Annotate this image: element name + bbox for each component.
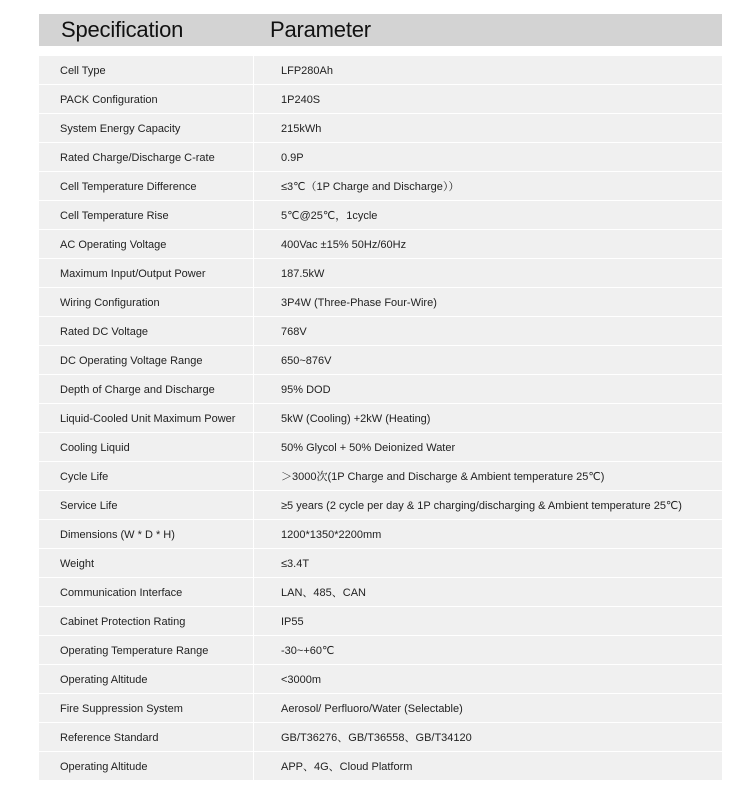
table-row <box>39 346 722 375</box>
header-specification: Specification <box>61 17 184 42</box>
column-divider <box>253 375 254 403</box>
table-row <box>39 85 722 114</box>
table-row <box>39 143 722 172</box>
column-divider <box>253 114 254 142</box>
column-divider <box>253 694 254 722</box>
table-row <box>39 201 722 230</box>
spec-label: Cell Type <box>60 65 106 77</box>
specification-table <box>39 14 722 781</box>
spec-label: Fire Suppression System <box>60 703 183 715</box>
column-divider <box>253 433 254 461</box>
table-header <box>39 14 722 48</box>
column-divider <box>253 462 254 490</box>
column-divider <box>253 520 254 548</box>
table-row <box>39 491 722 520</box>
spec-label: Cell Temperature Difference <box>60 181 197 193</box>
column-divider <box>253 143 254 171</box>
column-divider <box>253 549 254 577</box>
spec-label: PACK Configuration <box>60 94 158 106</box>
spec-label: System Energy Capacity <box>60 123 181 135</box>
spec-value: 650~876V <box>281 355 332 367</box>
column-divider <box>253 665 254 693</box>
spec-label: Depth of Charge and Discharge <box>60 384 215 396</box>
spec-label: Rated DC Voltage <box>60 326 149 338</box>
column-divider <box>253 346 254 374</box>
spec-label: Operating Altitude <box>60 761 148 773</box>
spec-value: 3P4W (Three-Phase Four-Wire) <box>281 297 437 309</box>
table-row <box>39 404 722 433</box>
spec-label: Operating Altitude <box>60 674 148 686</box>
spec-label: Cycle Life <box>60 471 109 483</box>
spec-label: Rated Charge/Discharge C-rate <box>60 152 215 164</box>
spec-label: Cabinet Protection Rating <box>60 616 186 628</box>
spec-value: 95% DOD <box>281 384 331 396</box>
column-divider <box>253 723 254 751</box>
spec-label: Maximum Input/Output Power <box>60 268 206 280</box>
column-divider <box>253 607 254 635</box>
spec-value: 5℃@25℃，1cycle <box>281 210 378 222</box>
table-row <box>39 607 722 636</box>
spec-value: 1200*1350*2200mm <box>281 529 382 541</box>
spec-label: Cooling Liquid <box>60 442 130 454</box>
spec-value: Aerosol/ Perfluoro/Water (Selectable) <box>281 703 463 715</box>
spec-value: ≤3.4T <box>281 558 310 570</box>
table-row <box>39 288 722 317</box>
spec-value: <3000m <box>281 674 322 686</box>
column-divider <box>253 636 254 664</box>
spec-value: 50% Glycol + 50% Deionized Water <box>281 442 456 454</box>
header-parameter: Parameter <box>270 17 371 42</box>
column-divider <box>253 56 254 84</box>
column-divider <box>253 288 254 316</box>
spec-value: 1P240S <box>281 94 321 106</box>
table-row <box>39 317 722 346</box>
column-divider <box>253 752 254 780</box>
column-divider <box>253 491 254 519</box>
column-divider <box>253 259 254 287</box>
table-row <box>39 375 722 404</box>
table-body <box>39 56 722 781</box>
spec-value: 187.5kW <box>281 268 325 280</box>
spec-value: 400Vac ±15% 50Hz/60Hz <box>281 239 407 251</box>
table-row <box>39 56 722 85</box>
table-row <box>39 549 722 578</box>
spec-label: Service Life <box>60 500 118 512</box>
column-divider <box>253 230 254 258</box>
table-row <box>39 723 722 752</box>
table-row <box>39 694 722 723</box>
spec-label: Wiring Configuration <box>60 297 160 309</box>
table-row <box>39 752 722 781</box>
spec-value: APP、4G、Cloud Platform <box>281 761 413 773</box>
spec-label: DC Operating Voltage Range <box>60 355 203 367</box>
spec-label: Liquid-Cooled Unit Maximum Power <box>60 413 236 425</box>
spec-value: -30~+60℃ <box>281 645 335 657</box>
column-divider <box>253 578 254 606</box>
column-divider <box>253 172 254 200</box>
spec-label: Cell Temperature Rise <box>60 210 169 222</box>
table-row <box>39 665 722 694</box>
table-row <box>39 433 722 462</box>
table-row <box>39 578 722 607</box>
table-row <box>39 462 722 491</box>
spec-value: 0.9P <box>281 152 304 164</box>
spec-label: Reference Standard <box>60 732 159 744</box>
column-divider <box>253 317 254 345</box>
column-divider <box>253 85 254 113</box>
table-row <box>39 114 722 143</box>
spec-value: LFP280Ah <box>281 65 333 77</box>
column-divider <box>253 404 254 432</box>
spec-value: IP55 <box>281 616 304 628</box>
spec-value: ≤3℃（1P Charge and Discharge）） <box>281 181 460 193</box>
table-row <box>39 172 722 201</box>
spec-value: 768V <box>281 326 307 338</box>
table-row <box>39 520 722 549</box>
table-row <box>39 636 722 665</box>
table-row <box>39 259 722 288</box>
spec-value: 215kWh <box>281 123 322 135</box>
spec-value: ＞3000次(1P Charge and Discharge & Ambient temperature 25℃) <box>281 471 605 483</box>
spec-value: ≥5 years (2 cycle per day & 1P charging/discharging & Ambient temperature 25℃) <box>281 500 682 512</box>
spec-value: GB/T36276、GB/T36558、GB/T34120 <box>281 732 472 744</box>
table-row <box>39 230 722 259</box>
column-divider <box>253 201 254 229</box>
spec-label: Communication Interface <box>60 587 183 599</box>
spec-label: Weight <box>60 558 95 570</box>
spec-value: 5kW (Cooling) +2kW (Heating) <box>281 413 431 425</box>
header-spacer <box>39 48 722 56</box>
spec-label: AC Operating Voltage <box>60 239 167 251</box>
spec-label: Dimensions (W * D * H) <box>60 529 175 541</box>
spec-value: LAN、485、CAN <box>281 587 366 599</box>
spec-label: Operating Temperature Range <box>60 645 209 657</box>
